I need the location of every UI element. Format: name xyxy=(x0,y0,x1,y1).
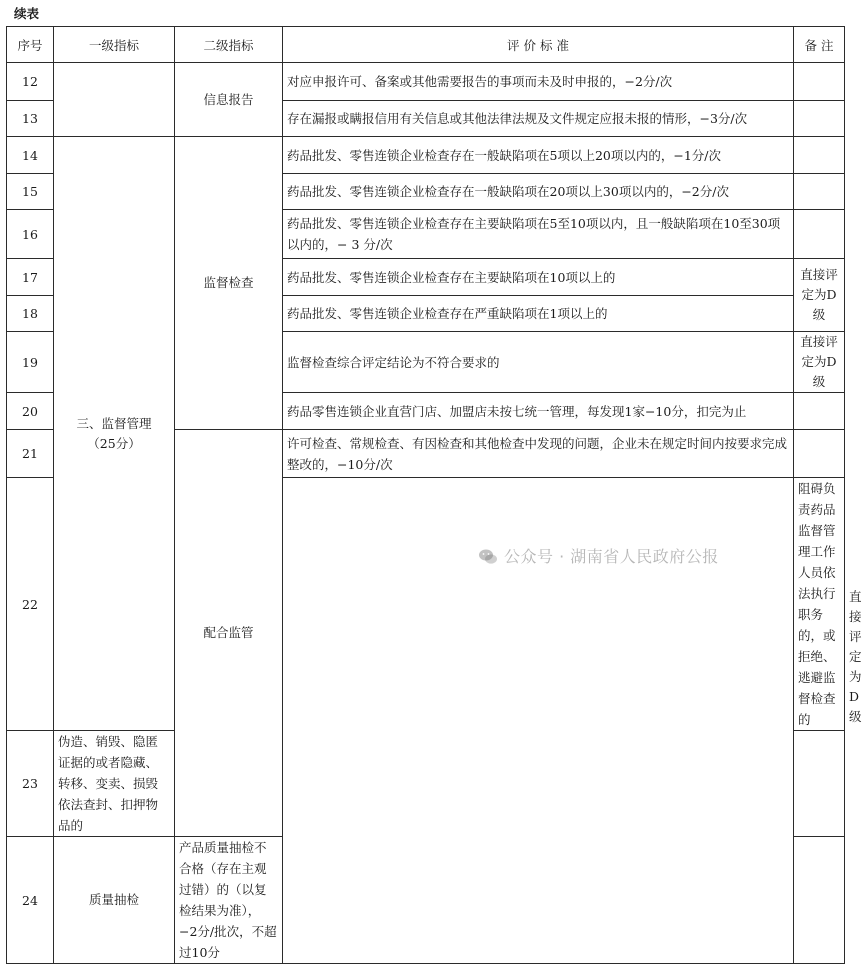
row-seq: 20 xyxy=(7,393,54,430)
row-criteria: 伪造、销毁、隐匿证据的或者隐藏、转移、变卖、损毁依法查封、扣押物品的 xyxy=(54,731,175,837)
row-criteria: 药品批发、零售连锁企业检查存在一般缺陷项在20项以上30项以内的，−2分/次 xyxy=(283,174,794,210)
header-level2: 二级指标 xyxy=(175,27,283,63)
row-seq: 16 xyxy=(7,210,54,259)
row-seq: 13 xyxy=(7,101,54,137)
note-direct-d-grade: 直接评定为D级 xyxy=(794,332,845,393)
row-seq: 23 xyxy=(7,731,54,837)
row-note-empty xyxy=(794,210,845,259)
continuation-label: 续表 xyxy=(14,6,40,21)
level2-quality-sampling: 质量抽检 xyxy=(54,837,175,964)
row-criteria: 药品批发、零售连锁企业检查存在一般缺陷项在5项以上20项以内的，−1分/次 xyxy=(283,137,794,174)
row-criteria: 产品质量抽检不合格（存在主观过错）的（以复检结果为准），−2分/批次，不超过10分 xyxy=(175,837,283,964)
row-criteria: 药品批发、零售连锁企业检查存在主要缺陷项在5至10项以内，且一般缺陷项在10至30项以内的，− 3 分/次 xyxy=(283,210,794,259)
row-seq: 17 xyxy=(7,259,54,296)
level1-cell-empty xyxy=(54,63,175,137)
header-level1: 一级指标 xyxy=(54,27,175,63)
table-row xyxy=(7,63,845,101)
row-seq: 19 xyxy=(7,332,54,393)
row-note-empty xyxy=(794,430,845,478)
wechat-icon xyxy=(478,548,498,570)
row-criteria: 监督检查综合评定结论为不符合要求的 xyxy=(283,332,794,393)
table-row: 22 阻碍负责药品监督管理工作人员依法执行职务的，或拒绝、逃避监督检查的 直接评定为D级 xyxy=(7,478,845,731)
level1-label: 三、监督管理 xyxy=(76,415,152,431)
row-criteria: 药品批发、零售连锁企业检查存在主要缺陷项在10项以上的 xyxy=(283,259,794,296)
row-note-empty xyxy=(794,137,845,174)
watermark xyxy=(478,544,719,570)
row-note-empty xyxy=(794,63,845,101)
evaluation-table xyxy=(6,26,862,964)
row-criteria: 存在漏报或瞒报信用有关信息或其他法律法规及文件规定应报未报的情形，−3分/次 xyxy=(283,101,794,137)
level2-cooperation: 配合监管 xyxy=(175,430,283,837)
row-seq: 24 xyxy=(7,837,54,964)
header-criteria: 评 价 标 准 xyxy=(283,27,794,63)
row-note-empty xyxy=(794,393,845,430)
header-seq: 序号 xyxy=(7,27,54,63)
row-seq: 22 xyxy=(7,478,54,731)
note-direct-d-grade: 直接评定为D级 xyxy=(794,259,845,332)
watermark-text: 公众号 · 湖南省人民政府公报 xyxy=(504,547,719,566)
row-note-empty xyxy=(794,837,845,964)
level2-supervision-inspection: 监督检查 xyxy=(175,137,283,430)
row-note-empty xyxy=(794,174,845,210)
table-row xyxy=(7,137,845,174)
level1-score: （25分） xyxy=(87,435,141,451)
row-criteria: 阻碍负责药品监督管理工作人员依法执行职务的，或拒绝、逃避监督检查的 xyxy=(794,478,845,731)
row-criteria: 对应申报许可、备案或其他需要报告的事项而未及时申报的，−2分/次 xyxy=(283,63,794,101)
row-seq: 14 xyxy=(7,137,54,174)
row-seq: 12 xyxy=(7,63,54,101)
row-note-empty xyxy=(794,101,845,137)
level2-info-report: 信息报告 xyxy=(175,63,283,137)
row-criteria: 药品批发、零售连锁企业检查存在严重缺陷项在1项以上的 xyxy=(283,296,794,332)
row-seq: 21 xyxy=(7,430,54,478)
row-criteria: 许可检查、常规检查、有因检查和其他检查中发现的问题，企业未在规定时间内按要求完成整改的，−10分/次 xyxy=(283,430,794,478)
row-seq: 18 xyxy=(7,296,54,332)
header-row xyxy=(7,27,845,63)
row-criteria: 药品零售连锁企业直营门店、加盟店未按七统一管理，每发现1家−10分，扣完为止 xyxy=(283,393,794,430)
level1-supervision-management xyxy=(54,137,175,731)
header-note: 备 注 xyxy=(794,27,845,63)
row-seq: 15 xyxy=(7,174,54,210)
